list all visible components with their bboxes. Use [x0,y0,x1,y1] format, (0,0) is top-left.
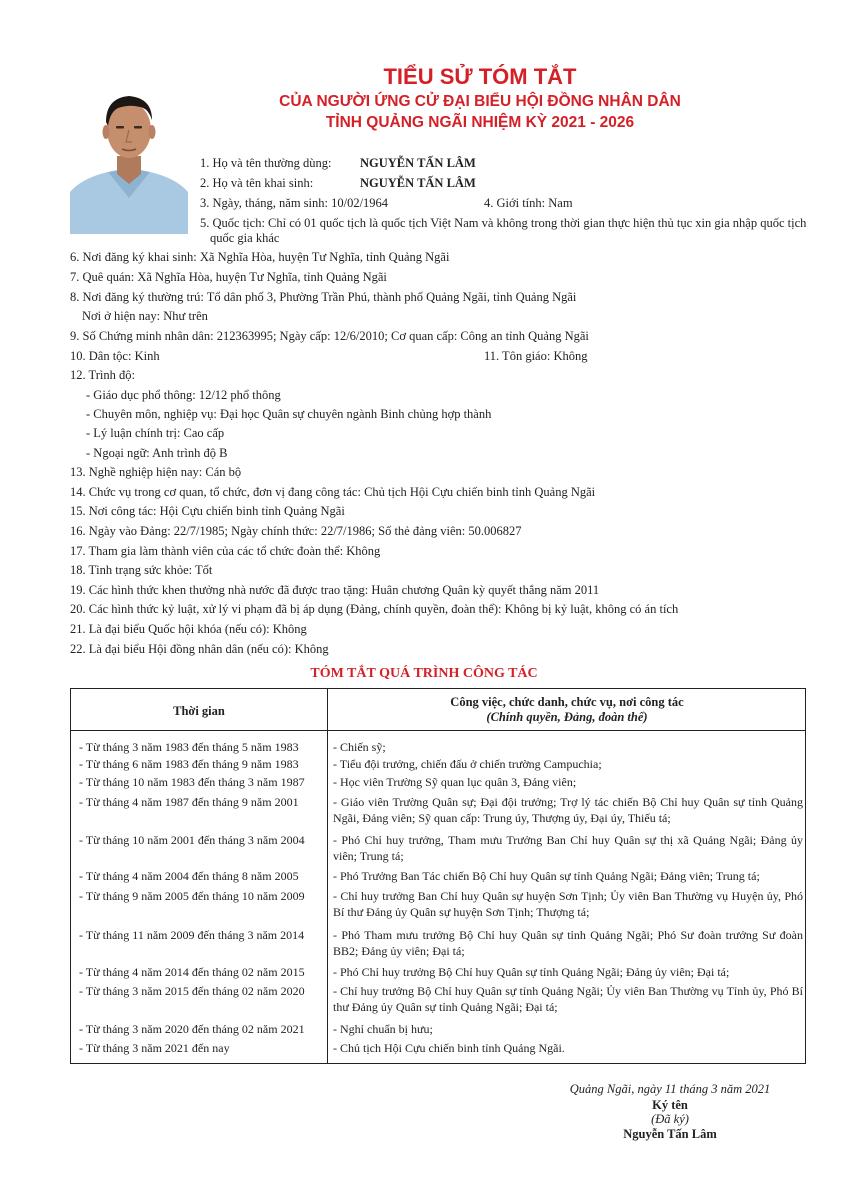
work-history-table [70,688,806,1064]
bio-line-1-label: 1. Họ và tên thường dùng: [200,156,332,170]
bio-line-4: 4. Giới tính: Nam [484,196,573,210]
bio-line-18: 18. Tình trạng sức khỏe: Tốt [70,563,213,577]
signature-status: (Đã ký) [651,1112,689,1126]
bio-line-17: 17. Tham gia làm thành viên của các tổ chức đoàn thể: Không [70,544,381,558]
bio-line-12a: - Giáo dục phổ thông: 12/12 phổ thông [86,388,281,402]
row-time: - Từ tháng 10 năm 1983 đến tháng 3 năm 1987 [79,775,305,789]
table-header-divider [71,730,805,731]
bio-line-5b: quốc gia khác [210,231,280,245]
row-job: - Chỉ huy trưởng Ban Chỉ huy Quân sự huyện Sơn Tịnh; Ủy viên Ban Thường vụ Huyện ủy, Phó Bí thư Đảng ủy Quân sự huyện Sơn Tịnh; Thượng tá; [333,889,803,919]
row-job: - Chiến sỹ; [333,740,386,754]
row-job: - Học viên Trường Sỹ quan lục quân 3, Đảng viên; [333,775,577,789]
bio-line-12b: - Chuyên môn, nghiệp vụ: Đại học Quân sự chuyên ngành Binh chủng hợp thành [86,407,492,421]
table-column-divider [327,689,328,1063]
row-time: - Từ tháng 3 năm 2020 đến tháng 02 năm 2021 [79,1022,305,1036]
work-history-title: TÓM TẮT QUÁ TRÌNH CÔNG TÁC [310,666,538,681]
row-time: - Từ tháng 4 năm 2004 đến tháng 8 năm 2005 [79,869,299,883]
signature-label: Ký tên [652,1098,688,1112]
bio-line-22: 22. Là đại biểu Hội đồng nhân dân (nếu có): Không [70,642,329,656]
bio-line-13: 13. Nghề nghiệp hiện nay: Cán bộ [70,465,242,479]
row-job: - Phó Trưởng Ban Tác chiến Bộ Chỉ huy Quân sự tỉnh Quảng Ngãi; Đảng viên; Trung tá; [333,869,760,883]
bio-line-10: 10. Dân tộc: Kinh [70,349,160,363]
bio-line-7: 7. Quê quán: Xã Nghĩa Hòa, huyện Tư Nghĩa, tỉnh Quảng Ngãi [70,270,387,284]
row-job: - Nghỉ chuẩn bị hưu; [333,1022,433,1036]
column-header-job-subtitle: (Chính quyền, Đảng, đoàn thể) [486,710,648,724]
row-time: - Từ tháng 3 năm 2015 đến tháng 02 năm 2020 [79,984,305,998]
row-time: - Từ tháng 3 năm 2021 đến nay [79,1041,230,1055]
document-subtitle-1: CỦA NGƯỜI ỨNG CỬ ĐẠI BIỂU HỘI ĐỒNG NHÂN DÂN [279,93,681,110]
row-job: - Phó Chỉ huy trưởng Bộ Chỉ huy Quân sự tỉnh Quảng Ngãi; Đảng ủy viên; Đại tá; [333,965,730,979]
bio-line-20: 20. Các hình thức kỷ luật, xử lý vi phạm đã bị áp dụng (Đảng, chính quyền, đoàn thể): Không bị kỷ luật, không có án tích [70,602,679,616]
column-header-job [328,695,806,725]
document-title: TIỂU SỬ TÓM TẮT [383,64,577,89]
row-time: - Từ tháng 4 năm 1987 đến tháng 9 năm 2001 [79,795,299,809]
signature-place-date: Quảng Ngãi, ngày 11 tháng 3 năm 2021 [569,1082,771,1096]
row-job: - Chủ tịch Hội Cựu chiến binh tỉnh Quảng Ngãi. [333,1041,565,1055]
bio-line-8: 8. Nơi đăng ký thường trú: Tổ dân phố 3, Phường Trần Phú, thành phố Quảng Ngãi, tỉnh Quảng Ngãi [70,290,577,304]
column-header-time: Thời gian [173,704,225,718]
bio-line-8b: Nơi ở hiện nay: Như trên [82,309,208,323]
bio-line-6: 6. Nơi đăng ký khai sinh: Xã Nghĩa Hòa, huyện Tư Nghĩa, tỉnh Quảng Ngãi [70,250,450,264]
column-header-job-title: Công việc, chức danh, chức vụ, nơi công tác [450,695,684,709]
row-time: - Từ tháng 3 năm 1983 đến tháng 5 năm 1983 [79,740,299,754]
bio-line-2-label: 2. Họ và tên khai sinh: [200,176,314,190]
bio-line-16: 16. Ngày vào Đảng: 22/7/1985; Ngày chính thức: 22/7/1986; Số thẻ đảng viên: 50.006827 [70,524,522,538]
bio-line-3: 3. Ngày, tháng, năm sinh: 10/02/1964 [200,196,389,210]
bio-line-21: 21. Là đại biểu Quốc hội khóa (nếu có): Không [70,622,307,636]
candidate-photo [70,80,188,234]
bio-line-1-value: NGUYỄN TẤN LÂM [360,156,476,170]
row-time: - Từ tháng 10 năm 2001 đến tháng 3 năm 2004 [79,833,305,847]
row-job: - Phó Chỉ huy trưởng, Tham mưu Trưởng Ban Chỉ huy Quân sự thị xã Quảng Ngãi; Đảng ủy viên; Trung tá; [333,833,803,863]
row-time: - Từ tháng 6 năm 1983 đến tháng 9 năm 1983 [79,757,299,771]
bio-line-12: 12. Trình độ: [70,368,135,382]
bio-line-14: 14. Chức vụ trong cơ quan, tổ chức, đơn vị đang công tác: Chủ tịch Hội Cựu chiến binh tỉnh Quảng Ngãi [70,485,596,499]
row-time: - Từ tháng 11 năm 2009 đến tháng 3 năm 2014 [79,928,305,942]
row-time: - Từ tháng 9 năm 2005 đến tháng 10 năm 2009 [79,889,305,903]
row-job: - Giáo viên Trường Quân sự; Đại đội trưởng; Trợ lý tác chiến Bộ Chỉ huy Quân sự tỉnh Quảng Ngãi, Đảng viên; Sỹ quan cấp: Trung úy, Thượng úy, Đại úy, Thiếu tá; [333,795,803,825]
signature-name: Nguyễn Tấn Lâm [623,1127,717,1141]
bio-line-12c: - Lý luận chính trị: Cao cấp [86,426,225,440]
bio-line-9: 9. Số Chứng minh nhân dân: 212363995; Ngày cấp: 12/6/2010; Cơ quan cấp: Công an tỉnh Quảng Ngãi [70,329,589,343]
row-time: - Từ tháng 4 năm 2014 đến tháng 02 năm 2015 [79,965,305,979]
document-subtitle-2: TỈNH QUẢNG NGÃI NHIỆM KỲ 2021 - 2026 [325,114,635,131]
row-job: - Phó Tham mưu trưởng Bộ Chỉ huy Quân sự tỉnh Quảng Ngãi; Phó Sư đoàn trưởng Sư đoàn BB2; Đảng ủy viên; Đại tá; [333,928,803,958]
row-job: - Tiểu đội trưởng, chiến đấu ở chiến trường Campuchia; [333,757,602,771]
bio-line-19: 19. Các hình thức khen thưởng nhà nước đã được trao tặng: Huân chương Quân kỳ quyết thắng năm 2011 [70,583,600,597]
bio-line-15: 15. Nơi công tác: Hội Cựu chiến binh tỉnh Quảng Ngãi [70,504,345,518]
portrait-image [70,80,188,234]
row-job: - Chỉ huy trưởng Bộ Chỉ huy Quân sự tỉnh Quảng Ngãi; Ủy viên Ban Thường vụ Tỉnh ủy, Phó Bí thư Đảng ủy Quân sự tỉnh Quảng Ngãi; Đại tá; [333,984,803,1014]
bio-line-2-value: NGUYỄN TẤN LÂM [360,176,476,190]
bio-line-5a: 5. Quốc tịch: Chỉ có 01 quốc tịch là quốc tịch Việt Nam và không trong thời gian thực hiện thủ tục xin gia nhập quốc tịch [200,216,807,230]
bio-line-11: 11. Tôn giáo: Không [484,349,588,363]
bio-line-12d: - Ngoại ngữ: Anh trình độ B [86,446,228,460]
